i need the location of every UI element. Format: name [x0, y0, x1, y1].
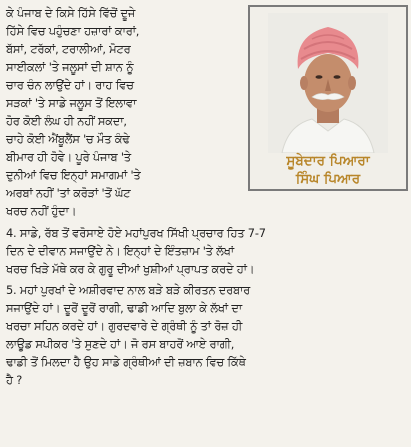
text-line: ਕੇ ਪੰਜਾਬ ਦੇ ਕਿਸੇ ਹਿੱਸੇ ਵਿੱਚੋਂ ਦੂਜੇ [6, 6, 136, 20]
text-line: ਸਜਾਉਂਦੇ ਹਾਂ। ਦੂਰੋਂ ਦੂਰੋਂ ਰਾਗੀ, ਢਾਡੀ ਆਦਿ ਬੁਲਾ ਕੇ ਲੱਖਾਂ ਦਾ [6, 301, 242, 315]
text-line: ਖਰਚ ਨਹੀਂ ਹੁੰਦਾ। [6, 204, 77, 218]
author-name-line2: ਸਿੰਘ ਪਿਆਰ [295, 171, 361, 187]
text-line: ਬੀਮਾਰ ਹੀ ਹੋਵੇ। ਪੂਰੇ ਪੰਜਾਬ 'ਤੇ [6, 150, 131, 164]
text-line: ਹਿੱਸੇ ਵਿਚ ਪਹੁੰਚਣਾ ਹਜ਼ਾਰਾਂ ਕਾਰਾਂ, [6, 24, 140, 38]
text-line: ਖਰਚਾ ਸਹਿਨ ਕਰਦੇ ਹਾਂ। ਗੁਰਦਵਾਰੇ ਦੇ ਗ੍ਰੰਥੀ ਨੂੰ ਤਾਂ ਰੋਜ਼ ਹੀ [6, 319, 243, 333]
text-line: ਦਿਨ ਦੇ ਦੀਵਾਨ ਸਜਾਉਂਦੇ ਨੇ। ਇਨ੍ਹਾਂ ਦੇ ਇੰਤਜ਼ਾਮ 'ਤੇ ਲੱਖਾਂ [6, 244, 234, 258]
author-name-line1: ਸੂਬੇਦਾਰ ਪਿਆਰਾ [286, 153, 370, 169]
text-line: 4. ਸਾਡੇ, ਰੱਬ ਤੋਂ ਵਰੋਸਾਏ ਹੋਏ ਮਹਾਂਪੁਰਖ ਸਿੱਖੀ ਪ੍ਰਚਾਰ ਹਿਤ 7-7 [6, 226, 266, 240]
text-line: ਖਰਚ ਖਿੜੇ ਮੱਥੇ ਕਰ ਕੇ ਗੁਰੂ ਦੀਆਂ ਖੁਸ਼ੀਆਂ ਪ੍ਰਾਪਤ ਕਰਦੇ ਹਾਂ। [6, 262, 255, 276]
text-line: ਸਾਈਕਲਾਂ 'ਤੇ ਜਲੂਸਾਂ ਦੀ ਸ਼ਾਨ ਨੂੰ [6, 60, 134, 74]
text-line: ਹੋਰ ਕੋਈ ਲੰਘ ਹੀ ਨਹੀਂ ਸਕਦਾ, [6, 114, 127, 128]
text-line: ਲਾਊਡ ਸਪੀਕਰ 'ਤੇ ਸੁਣਦੇ ਹਾਂ। ਜੋ ਰਸ ਬਾਹਰੋਂ ਆਏ ਰਾਗੀ, [6, 337, 235, 351]
text-line: ਦੁਨੀਆਂ ਵਿਚ ਇਨ੍ਹਾਂ ਸਮਾਗਮਾਂ 'ਤੇ [6, 168, 141, 182]
author-photo-box [248, 5, 408, 191]
author-portrait-image [268, 13, 388, 153]
text-line: ਢਾਡੀ ਤੋਂ ਮਿਲਦਾ ਹੈ ਉਹ ਸਾਡੇ ਗ੍ਰੰਥੀਆਂ ਦੀ ਜ਼ਬਾਨ ਵਿਚ ਕਿੱਥੇ [6, 355, 246, 369]
text-line: ਚਾਹੇ ਕੋਈ ਐਂਬੂਲੈਂਸ 'ਚ ਮੌਤ ਕੰਢੇ [6, 132, 130, 146]
text-line: 5. ਮਹਾਂ ਪੁਰਖਾਂ ਦੇ ਅਸ਼ੀਰਵਾਦ ਨਾਲ ਬੜੇ ਬੜੇ ਕੀਰਤਨ ਦਰਬਾਰ [6, 283, 251, 297]
text-line: ਹੈ ? [6, 373, 23, 387]
text-line: ਬੱਸਾਂ, ਟਰੱਕਾਂ, ਟਰਾਲੀਆਂ, ਮੋਟਰ [6, 42, 131, 56]
text-line: ਸੜਕਾਂ 'ਤੇ ਸਾਡੇ ਜਲੂਸ ਤੋਂ ਇਲਾਵਾ [6, 96, 137, 110]
text-line: ਚਾਰ ਚੰਨ ਲਾਉਂਦੇ ਹਾਂ। ਰਾਹ ਵਿਚ [6, 78, 134, 92]
text-line: ਅਰਬਾਂ ਨਹੀਂ 'ਤਾਂ ਕਰੋੜਾਂ 'ਤੋਂ ਘੱਟ [6, 186, 131, 200]
author-photo [268, 13, 388, 153]
